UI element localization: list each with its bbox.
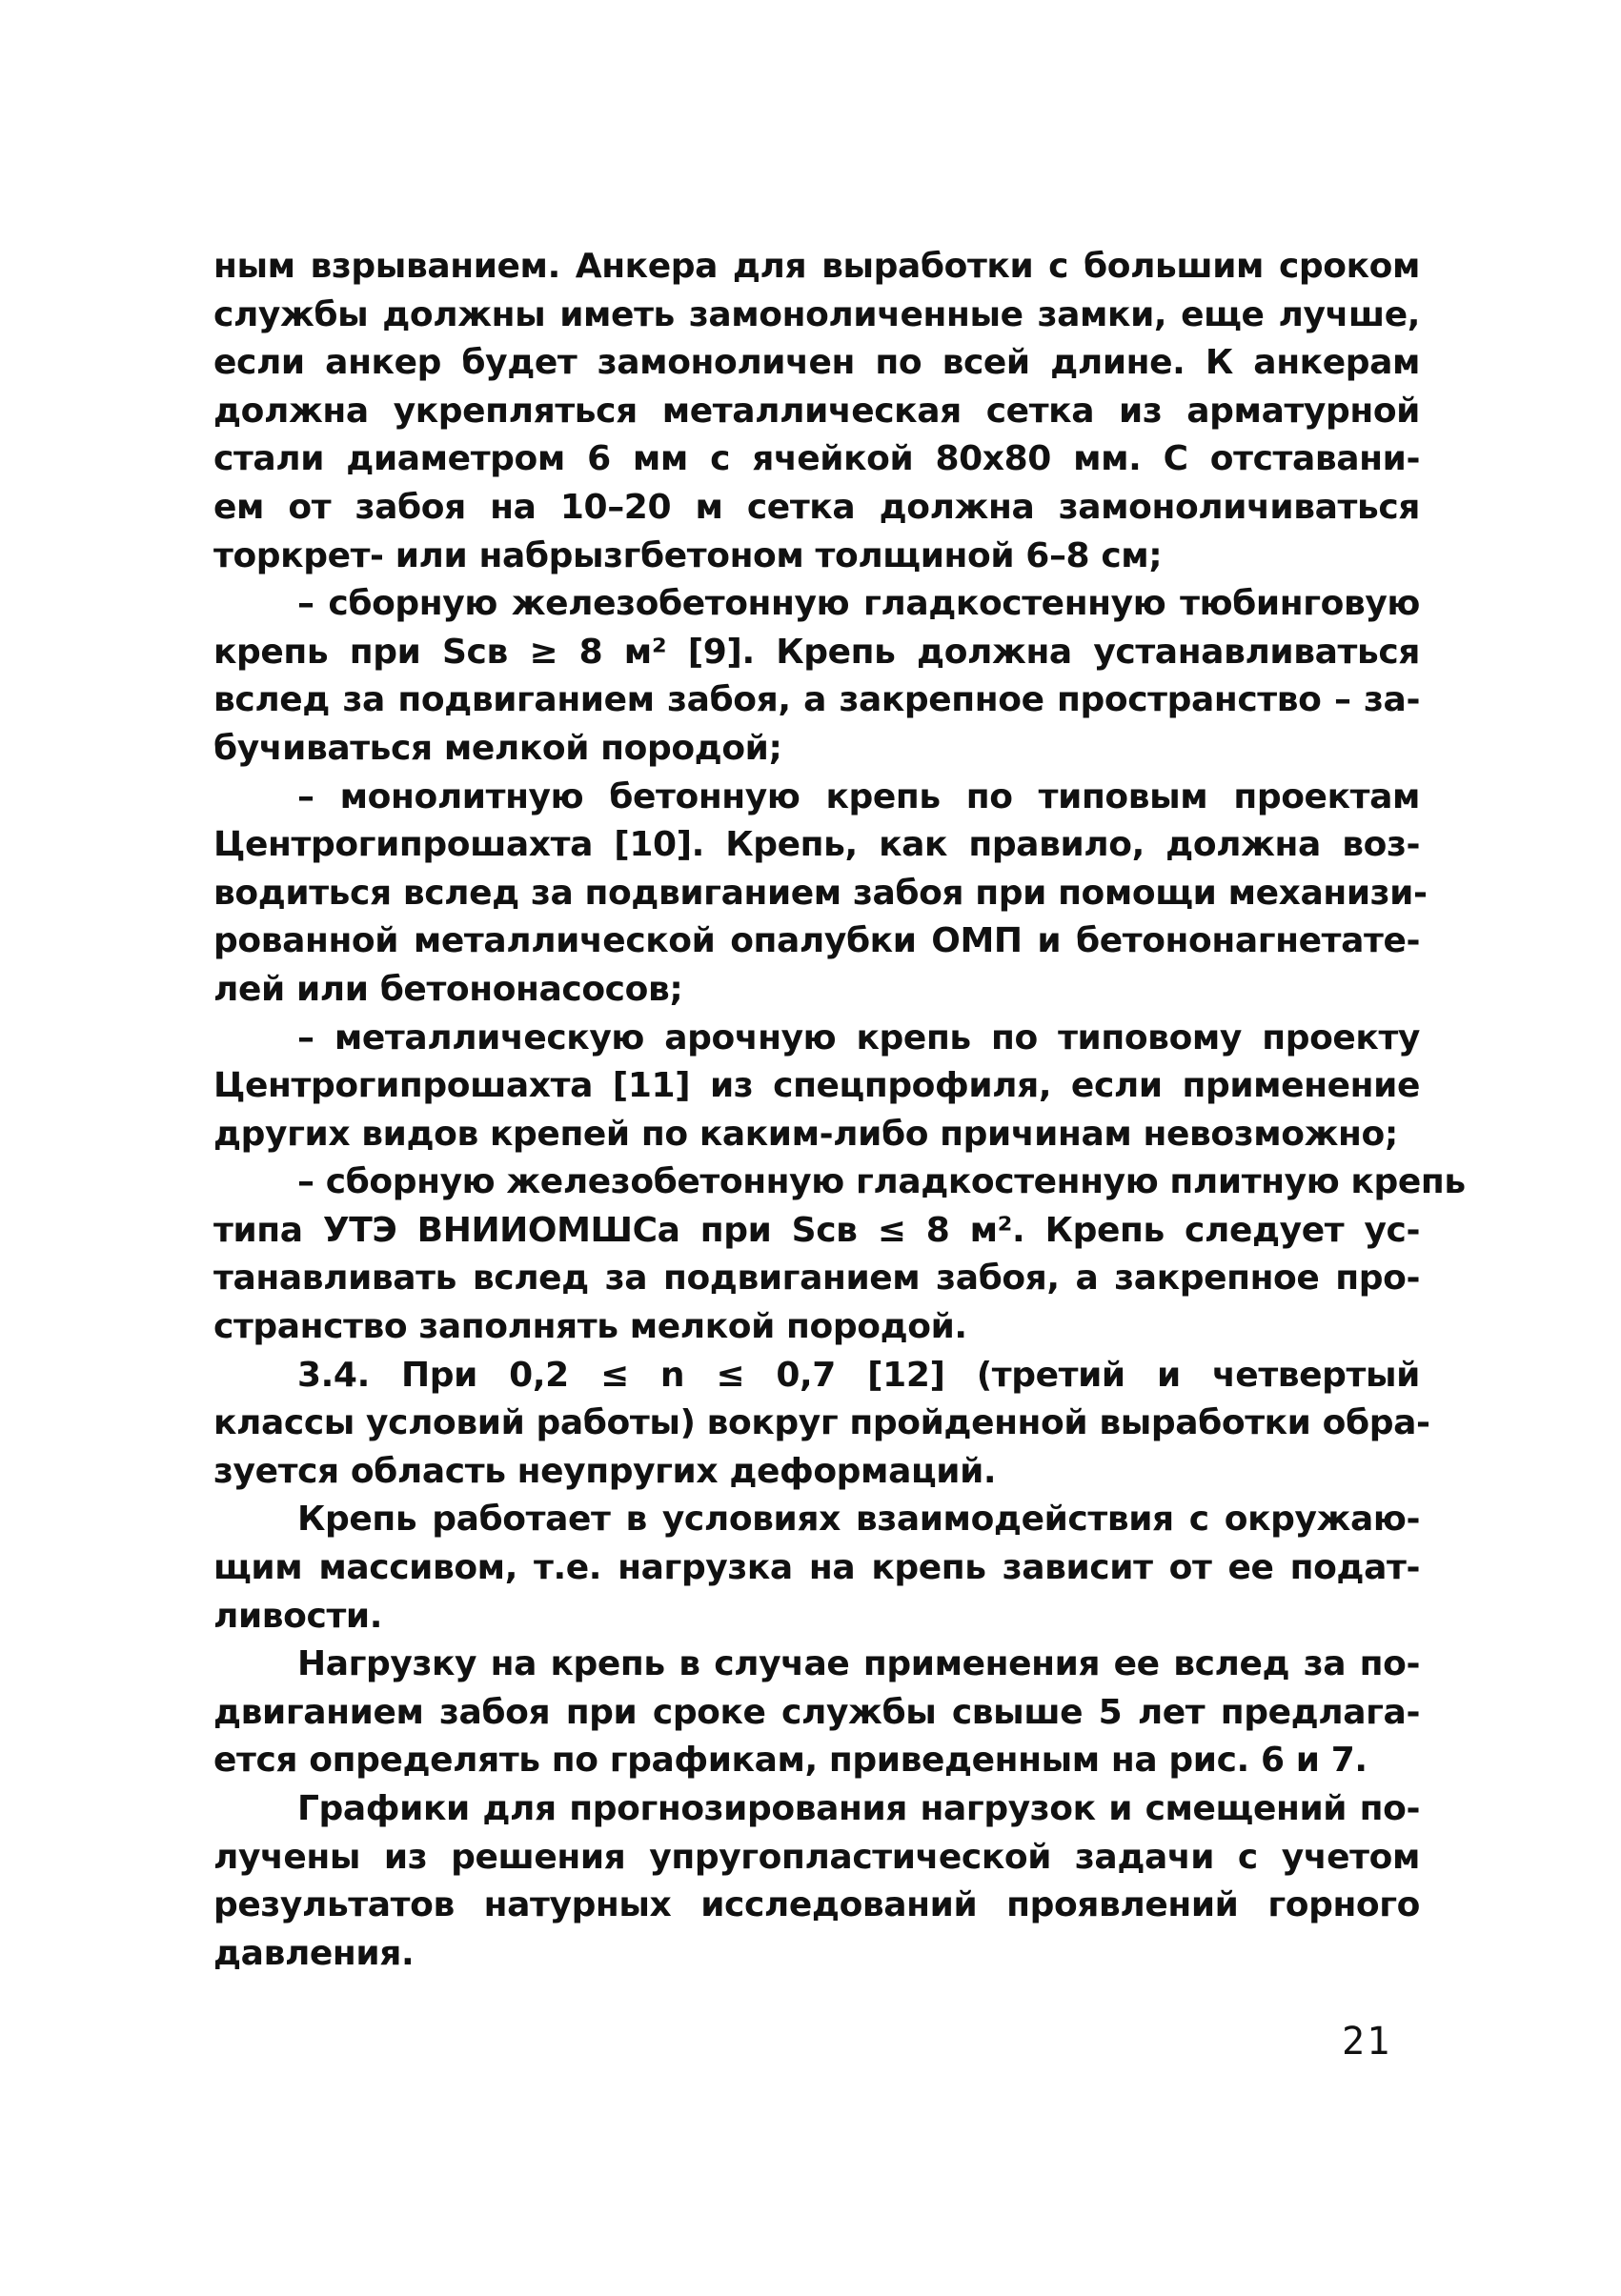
text-line: лей или бетононасосов; xyxy=(213,969,683,1009)
text-line: типа УТЭ ВНИИОМШСа при Sсв ≤ 8 м². Крепь следует ус- xyxy=(213,1210,1420,1250)
text-line: стали диаметром 6 мм с ячейкой 80х80 мм. С отставани- xyxy=(213,439,1420,479)
page-body xyxy=(213,243,1466,1978)
text-line: ется определять по графикам, приведенным на рис. 6 и 7. xyxy=(213,1741,1368,1781)
text-line: – сборную железобетонную гладкостенную тюбинговую xyxy=(297,584,1420,624)
text-line: водиться вслед за подвиганием забоя при помощи механизи- xyxy=(213,873,1428,913)
text-line: рованной металлической опалубки ОМП и бетононагнетате- xyxy=(213,921,1420,961)
text-line: – сборную железобетонную гладкостенную плитную крепь xyxy=(297,1162,1466,1202)
text-line: двиганием забоя при сроке службы свыше 5 лет предлага- xyxy=(213,1692,1420,1732)
text-line: если анкер будет замоноличен по всей длине. К анкерам xyxy=(213,343,1420,383)
text-line: должна укрепляться металлическая сетка из арматурной xyxy=(213,391,1420,431)
text-line: других видов крепей по каким-либо причинам невозможно; xyxy=(213,1114,1398,1154)
text-line: Центрогипрошахта [11] из спецпрофиля, если применение xyxy=(213,1066,1420,1106)
text-line: ливости. xyxy=(213,1596,383,1636)
text-line: лучены из решения упругопластической задачи с учетом xyxy=(213,1837,1420,1877)
text-line: давления. xyxy=(213,1933,415,1973)
text-line: ным взрыванием. Анкера для выработки с большим сроком xyxy=(213,247,1420,286)
text-line: ем от забоя на 10–20 м сетка должна замоноличиваться xyxy=(213,487,1420,527)
page-number: 21 xyxy=(1342,2020,1392,2064)
text-line: службы должны иметь замоноличенные замки, еще лучше, xyxy=(213,294,1420,334)
text-line: крепь при Sсв ≥ 8 м² [9]. Крепь должна устанавливаться xyxy=(213,632,1420,672)
text-line: странство заполнять мелкой породой. xyxy=(213,1307,967,1347)
text-line: щим массивом, т.е. нагрузка на крепь зависит от ее подат- xyxy=(213,1548,1420,1588)
section-line: 3.4. При 0,2 ≤ n ≤ 0,7 [12] (третий и четвертый xyxy=(297,1355,1420,1395)
text-line: Графики для прогнозирования нагрузок и смещений по- xyxy=(297,1789,1420,1828)
text-line: результатов натурных исследований проявлений горного xyxy=(213,1885,1420,1925)
text-line: зуется область неупругих деформаций. xyxy=(213,1451,997,1491)
text-line: Нагрузку на крепь в случае применения ее вслед за по- xyxy=(297,1644,1420,1684)
text-line: бучиваться мелкой породой; xyxy=(213,728,782,768)
text-line: торкрет- или набрызгбетоном толщиной 6–8 см; xyxy=(213,535,1163,575)
text-line: Крепь работает в условиях взаимодействия с окружаю- xyxy=(297,1500,1420,1540)
text-line: танавливать вслед за подвиганием забоя, а закрепное про- xyxy=(213,1259,1420,1299)
text-line: – металлическую арочную крепь по типовому проекту xyxy=(297,1017,1420,1057)
text-line: классы условий работы) вокруг пройденной выработки обра- xyxy=(213,1403,1430,1443)
text-line: вслед за подвиганием забоя, а закрепное пространство – за- xyxy=(213,680,1420,720)
text-line: – монолитную бетонную крепь по типовым проектам xyxy=(297,776,1420,816)
text-line: Центрогипрошахта [10]. Крепь, как правило, должна воз- xyxy=(213,825,1420,865)
